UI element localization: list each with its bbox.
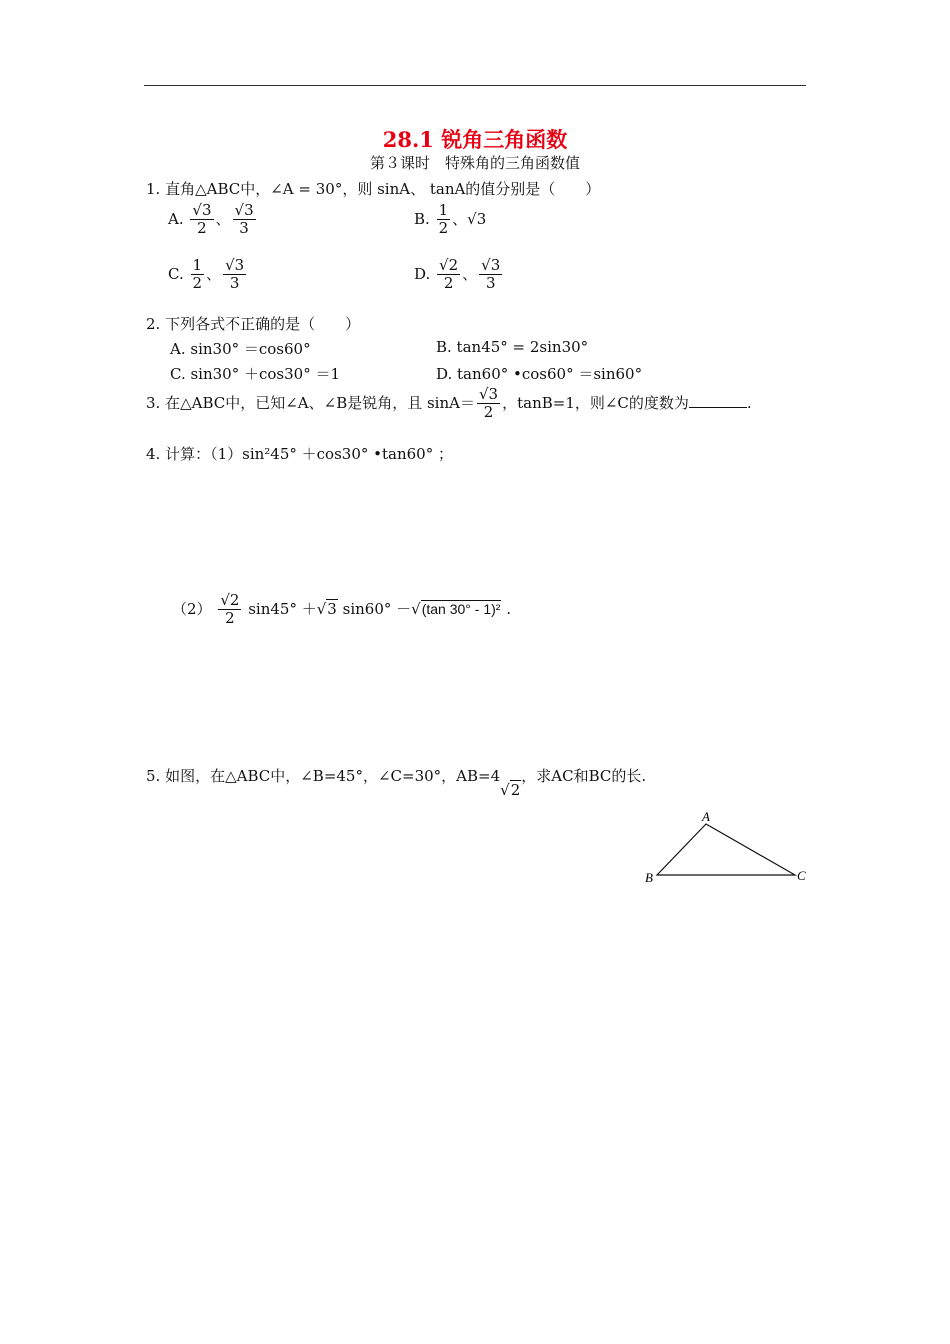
triangle-figure bbox=[640, 808, 810, 888]
q1-b-frac1: $\frac{1}{2}$ bbox=[438, 201, 449, 238]
q4-part2-sqrt-expr: √(tan 30° - 1)² bbox=[411, 599, 501, 618]
q1-d-sep: 、 bbox=[462, 264, 478, 283]
q2-stem: 2. 下列各式不正确的是（ ） bbox=[146, 315, 361, 333]
q1-c-sep: 、 bbox=[206, 264, 222, 283]
q5-line bbox=[146, 765, 647, 799]
q1-a-sep: 、 bbox=[215, 209, 231, 228]
triangle-abc bbox=[657, 824, 795, 875]
q1-option-a bbox=[168, 202, 258, 238]
q2-option-d: D. tan60° •cos60° ＝sin60° bbox=[436, 365, 643, 383]
q1-b-sep: 、 bbox=[452, 209, 468, 228]
q4-part2-term2: sin60° － bbox=[342, 599, 412, 618]
q4-part2 bbox=[172, 592, 511, 628]
page-subtitle: 第３课时 特殊角的三角函数值 bbox=[369, 154, 580, 172]
q1-c-label: C. bbox=[168, 264, 184, 283]
q1-option-d bbox=[414, 257, 504, 293]
q2-option-a: A. sin30° ＝cos60° bbox=[170, 340, 311, 358]
vertex-label-a: A bbox=[702, 809, 710, 824]
q4-part2-sqrt3: √3 bbox=[316, 599, 337, 618]
q4-part2-label: （2） bbox=[172, 599, 212, 618]
q1-option-c bbox=[168, 257, 248, 293]
q1-c-frac2: $\frac{√3}{3}$ bbox=[225, 256, 245, 293]
q1-b-value2: √3 bbox=[467, 209, 487, 228]
q3-pre: 3. 在△ABC中，已知∠A、∠B是锐角，且 sinA＝ bbox=[146, 393, 475, 412]
q1-a-frac2: $\frac{√3}{3}$ bbox=[234, 201, 254, 238]
q5-end: ，求AC和BC的长. bbox=[521, 767, 647, 785]
q1-stem: 1. 直角△ABC中，∠A = 30°，则 sinA、 tanA的值分别是（ ） bbox=[146, 180, 601, 198]
vertex-label-b: B bbox=[645, 870, 653, 885]
q4-part1: 4. 计算：（1）sin²45° ＋cos30° •tan60° ； bbox=[146, 445, 453, 463]
q1-option-b bbox=[414, 202, 486, 238]
q2-option-c: C. sin30° ＋cos30° ＝1 bbox=[170, 365, 341, 383]
q5-text: 5. 如图，在△ABC中，∠B=45°，∠C=30°，AB=4 bbox=[146, 767, 501, 785]
q3-frac: $\frac{√3}{2}$ bbox=[478, 385, 499, 422]
q2-option-b: B. tan45° = 2sin30° bbox=[436, 338, 589, 356]
q1-a-label: A. bbox=[168, 209, 184, 228]
q1-d-label: D. bbox=[414, 264, 431, 283]
q3-end: . bbox=[746, 393, 752, 412]
q1-a-frac1: $\frac{√3}{2}$ bbox=[192, 201, 212, 238]
q4-part2-frac: $\frac{√2}{2}$ bbox=[220, 591, 240, 628]
q4-part2-term1: sin45° ＋ bbox=[248, 599, 317, 618]
q3-post: ，tanB=1，则∠C的度数为 bbox=[502, 393, 689, 412]
header-rule bbox=[144, 85, 806, 86]
q5-sqrt2: √2 bbox=[500, 781, 521, 799]
q1-c-frac1: $\frac{1}{2}$ bbox=[192, 256, 203, 293]
q1-d-frac2: $\frac{√3}{3}$ bbox=[481, 256, 501, 293]
vertex-label-c: C bbox=[797, 868, 806, 883]
q3-answer-blank bbox=[689, 393, 747, 408]
page-title: 28.1 锐角三角函数 bbox=[382, 127, 568, 152]
q4-part2-end: . bbox=[506, 599, 512, 618]
q1-b-label: B. bbox=[414, 209, 430, 228]
q1-d-frac1: $\frac{√2}{2}$ bbox=[439, 256, 459, 293]
q3-line bbox=[146, 386, 752, 422]
